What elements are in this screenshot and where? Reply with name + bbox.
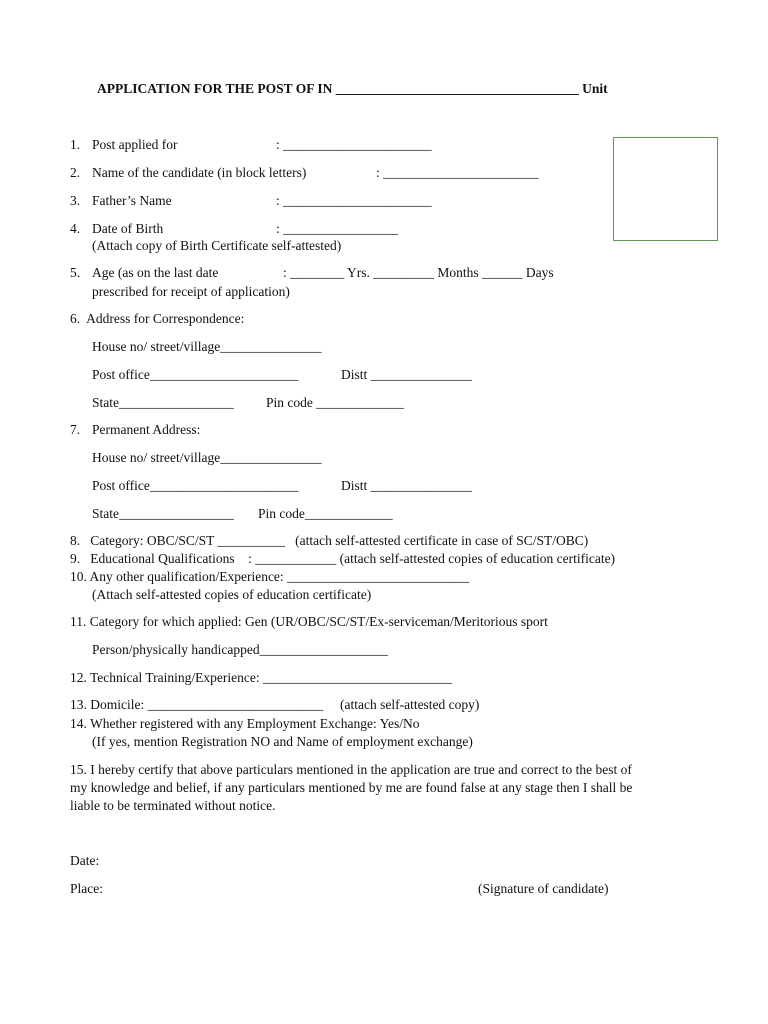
item-1-label: Post applied for: [92, 137, 178, 152]
applied-category-label: 11. Category for which applied: Gen (UR/OBC/SC/ST/Ex-serviceman/Meritorious sport: [70, 614, 548, 629]
item-1-number: 1.: [70, 137, 81, 152]
item-14-note: (If yes, mention Registration NO and Name of employment exchange): [92, 734, 473, 749]
category-field[interactable]: 8. Category: OBC/SC/ST __________ (attach self-attested certificate in case of SC/ST/OBC): [70, 533, 589, 548]
post-applied-field[interactable]: : ______________________: [276, 137, 432, 152]
correspondence-pin-field[interactable]: Pin code _____________: [266, 395, 404, 410]
correspondence-house-field[interactable]: House no/ street/village_______________: [92, 339, 322, 354]
domicile-field[interactable]: 13. Domicile: __________________________ (attach self-attested copy): [70, 697, 480, 712]
item-10-note: (Attach self-attested copies of education certificate): [92, 587, 372, 602]
item-5-label: Age (as on the last date: [92, 265, 219, 280]
declaration-line-1: 15. I hereby certify that above particulars mentioned in the application are true and correct to the best of: [70, 762, 632, 777]
item-3-number: 3.: [70, 193, 81, 208]
technical-training-field[interactable]: 12. Technical Training/Experience: ____________________________: [70, 670, 453, 685]
permanent-house-field[interactable]: House no/ street/village_______________: [92, 450, 322, 465]
item-5-note: prescribed for receipt of application): [92, 284, 290, 299]
permanent-pin-field[interactable]: Pin code_____________: [258, 506, 393, 521]
permanent-distt-field[interactable]: Distt _______________: [341, 478, 472, 493]
education-field[interactable]: 9. Educational Qualifications : ____________ (attach self-attested copies of education certificate): [70, 551, 616, 566]
candidate-name-field[interactable]: : _______________________: [376, 165, 539, 180]
item-5-number: 5.: [70, 265, 81, 280]
employment-exchange-question: 14. Whether registered with any Employment Exchange: Yes/No: [70, 716, 420, 731]
other-qualification-field[interactable]: 10. Any other qualification/Experience: ___________________________: [70, 569, 470, 584]
item-4-label: Date of Birth: [92, 221, 164, 236]
item-7-number: 7.: [70, 422, 81, 437]
correspondence-post-office-field[interactable]: Post office______________________: [92, 367, 299, 382]
form-title: APPLICATION FOR THE POST OF IN ____________________________________ Unit: [97, 81, 608, 96]
item-4-note: (Attach copy of Birth Certificate self-attested): [92, 238, 342, 253]
date-of-birth-field[interactable]: : _________________: [276, 221, 398, 236]
signature-label: (Signature of candidate): [478, 881, 609, 896]
permanent-post-office-field[interactable]: Post office______________________: [92, 478, 299, 493]
permanent-state-field[interactable]: State_________________: [92, 506, 234, 521]
applied-category-field[interactable]: Person/physically handicapped___________________: [92, 642, 388, 657]
item-7-label: Permanent Address:: [92, 422, 201, 437]
correspondence-distt-field[interactable]: Distt _______________: [341, 367, 472, 382]
correspondence-state-field[interactable]: State_________________: [92, 395, 234, 410]
age-field[interactable]: : ________ Yrs. _________ Months ______ Days: [283, 265, 554, 280]
item-2-number: 2.: [70, 165, 81, 180]
item-4-number: 4.: [70, 221, 81, 236]
date-label: Date:: [70, 853, 100, 868]
declaration-line-2: my knowledge and belief, if any particulars mentioned by me are found false at any stage then I shall be: [70, 780, 633, 795]
photo-box: [613, 137, 718, 241]
father-name-field[interactable]: : ______________________: [276, 193, 432, 208]
item-3-label: Father’s Name: [92, 193, 172, 208]
item-2-label: Name of the candidate (in block letters): [92, 165, 307, 180]
declaration-line-3: liable to be terminated without notice.: [70, 798, 276, 813]
item-6-label: 6. Address for Correspondence:: [70, 311, 245, 326]
place-label: Place:: [70, 881, 103, 896]
